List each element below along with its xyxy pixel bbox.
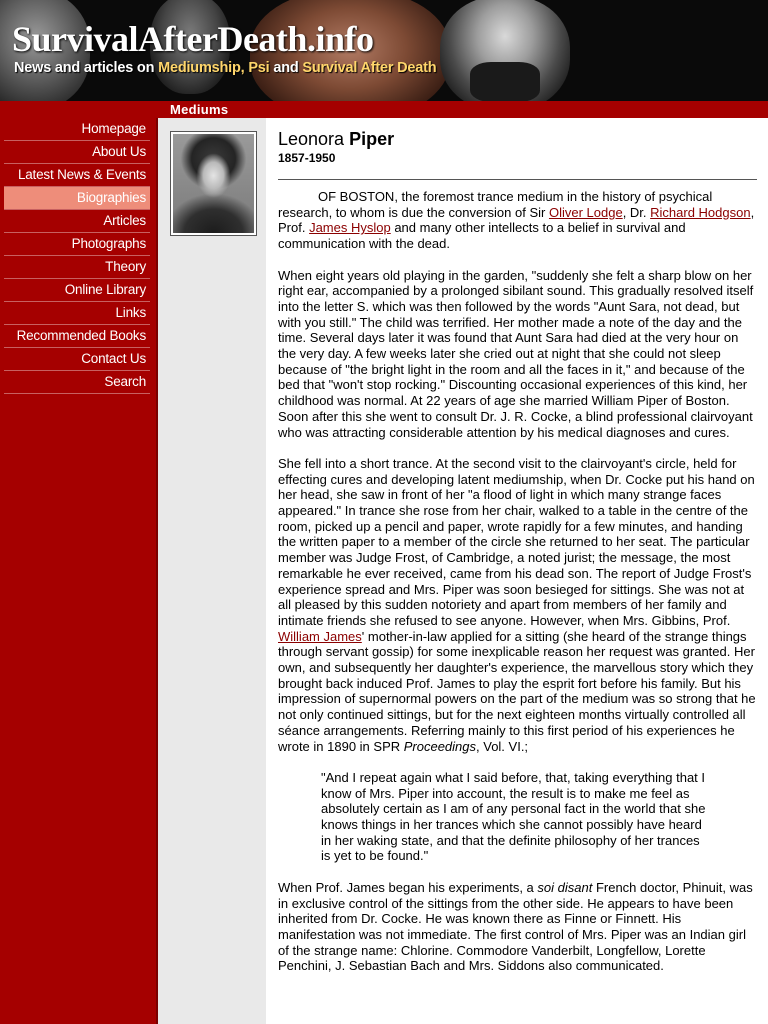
site-title-logo[interactable]: SurvivalAfterDeath.info — [12, 19, 374, 59]
text-run: , Vol. VI.; — [476, 738, 529, 754]
section-bar — [0, 101, 768, 118]
article-paragraph — [278, 189, 758, 252]
nav-link-links[interactable]: Links — [115, 305, 146, 320]
text-run: She fell into a short trance. At the second visit to the clairvoyant's circle, held for effecting cures and developing latent mediumship, when Dr. Cocke put his hand on her head, she saw in front of her "a flood of light in which many strange faces appeared." In trance she rose from her chair, walked to a table in the centre of the room, picked up a pencil and paper, wrote rapidly for a few minutes, and handing the written paper to a member of the circle she returned to her seat. The particular member was Judge Frost, of Cambridge, a noted jurist; the message, the most remarkable he ever received, came from his dead son. The report of Judge Frost's experience spread and Mrs. Piper was soon besieged for sittings. She was not at all pleased by this sudden notoriety and apart from members of her family and intimate friends she refused to see anyone. However, when Mrs. Gibbins, Prof. — [278, 455, 755, 628]
person-link[interactable]: Oliver Lodge — [548, 204, 623, 220]
text-run: OF BOSTON, the foremost trance medium in the history of psychical research, to whom is due the conversion of Sir — [278, 189, 713, 220]
article-paragraph: When eight years old playing in the garden, "suddenly she felt a sharp blow on her right ear, accompanied by a prolonged sibilant sound. This gradually resolved itself into the letter S. which was then followed by the words "Aunt Sara, not dead, but with you still." The child was terrified. Her mother made a note of the day and the time. Several days later it was found that Aunt Sara had died at the very hour on the very day. A few weeks later she cried out at night that she could not sleep because of "the bright light in the room and all the faces in it," and because of the bed that "won't stop rocking." Discounting occasional experiences of this kind, her childhood was normal. At 22 years of age she married William Piper of Boston. Soon after this she went to consult Dr. J. R. Cocke, a blind professional clairvoyant who was attracting considerable attention by his medical diagnoses and cures. — [278, 267, 754, 440]
site-header-banner — [0, 0, 768, 101]
nav-link-homepage[interactable]: Homepage — [81, 121, 146, 136]
portrait-photo — [173, 134, 254, 233]
nav-link-theory[interactable]: Theory — [105, 259, 146, 274]
person-link[interactable]: James Hyslop — [309, 220, 391, 236]
first-name: Leonora — [278, 129, 345, 149]
nav-item — [4, 279, 150, 302]
sidebar-nav — [0, 118, 158, 1024]
person-link[interactable]: Richard Hodgson — [650, 204, 751, 220]
nav-item — [4, 302, 150, 325]
nav-link-online-library[interactable]: Online Library — [64, 282, 146, 297]
page-title — [278, 128, 758, 150]
tagline-text: News and articles on — [14, 60, 159, 76]
title-divider — [278, 179, 757, 180]
nav-link-latest-news-events[interactable]: Latest News & Events — [17, 167, 146, 182]
text-run: When Prof. James began his experiments, a — [278, 879, 538, 895]
nav-item — [4, 164, 150, 187]
article-quote: "And I repeat again what I said before, that, taking everything that I know of Mrs. Piper into account, the result is to make me feel as absolutely certain as I am of any personal fact in the world that she knows things in her trances which she cannot possibly have heard in her waking state, and that the definite philosophy of her trances is yet to be found." — [321, 769, 706, 864]
nav-item — [4, 233, 150, 256]
life-dates: 1857-1950 — [278, 151, 336, 165]
nav-item — [4, 371, 150, 394]
nav-link-about-us[interactable]: About Us — [92, 144, 146, 159]
nav-item — [4, 118, 150, 141]
nav-item — [4, 348, 150, 371]
tagline-highlight: Survival After Death — [302, 60, 437, 76]
tagline-highlight: Mediumship, Psi — [158, 60, 270, 76]
text-run: , Prof. — [278, 204, 755, 236]
nav-link-recommended-books[interactable]: Recommended Books — [16, 328, 146, 343]
text-run: French doctor, Phinuit, was in exclusive control of the sittings from the other side. He appears to have been inherited from Dr. Cocke. He was known there as Finne or Finnett. His manifestation was not immediate. The first control of Mrs. Piper was an Indian girl of the strange name: Chlorine. Commodore Vanderbilt, Longfellow, Lorette Penchini, J. Sebastian Bach and Mrs. Siddons also communicated. — [278, 879, 753, 974]
nav-link-biographies[interactable]: Biographies — [76, 190, 146, 205]
nav-link-photographs[interactable]: Photographs — [71, 236, 146, 251]
nav-item — [4, 325, 150, 348]
nav-link-contact-us[interactable]: Contact Us — [81, 351, 146, 366]
person-link[interactable]: William James — [278, 628, 362, 644]
last-name: Piper — [349, 129, 395, 149]
portrait-frame — [170, 131, 257, 236]
nav-item — [4, 256, 150, 279]
tagline-text: and — [269, 60, 303, 76]
nav-item — [4, 210, 150, 233]
italic-text: soi disant — [537, 879, 593, 895]
nav-item — [4, 141, 150, 164]
article-content — [278, 128, 758, 990]
nav-link-search[interactable]: Search — [104, 374, 146, 389]
site-tagline — [14, 60, 436, 76]
italic-text: Proceedings — [403, 738, 477, 754]
content-gutter — [158, 118, 266, 1024]
article-paragraph — [278, 456, 758, 754]
nav-link-articles[interactable]: Articles — [103, 213, 146, 228]
nav-item — [4, 187, 150, 210]
article-paragraph — [278, 880, 758, 974]
section-label: Mediums — [170, 102, 229, 117]
text-run: , Dr. — [622, 204, 651, 220]
nav-list — [0, 118, 156, 394]
header-portrait-photo — [470, 62, 540, 101]
text-run: and many other intellects to a belief in survival and communication with the dead. — [278, 220, 686, 252]
text-run: ' mother-in-law applied for a sitting (she heard of the strange things through servant gossip) for some inexplicable reason her request was granted. Her own, and subsequently her daughter's experience, the marvellous story which they brought back induced Prof. James to play the esprit fort before his family. But his impression of supernormal powers on the part of the medium was so strong that he not only continued sittings, but for the next eighteen months virtually controlled all séance arrangements. Referring mainly to this first period of his experiences he wrote in 1890 in SPR — [278, 628, 756, 754]
